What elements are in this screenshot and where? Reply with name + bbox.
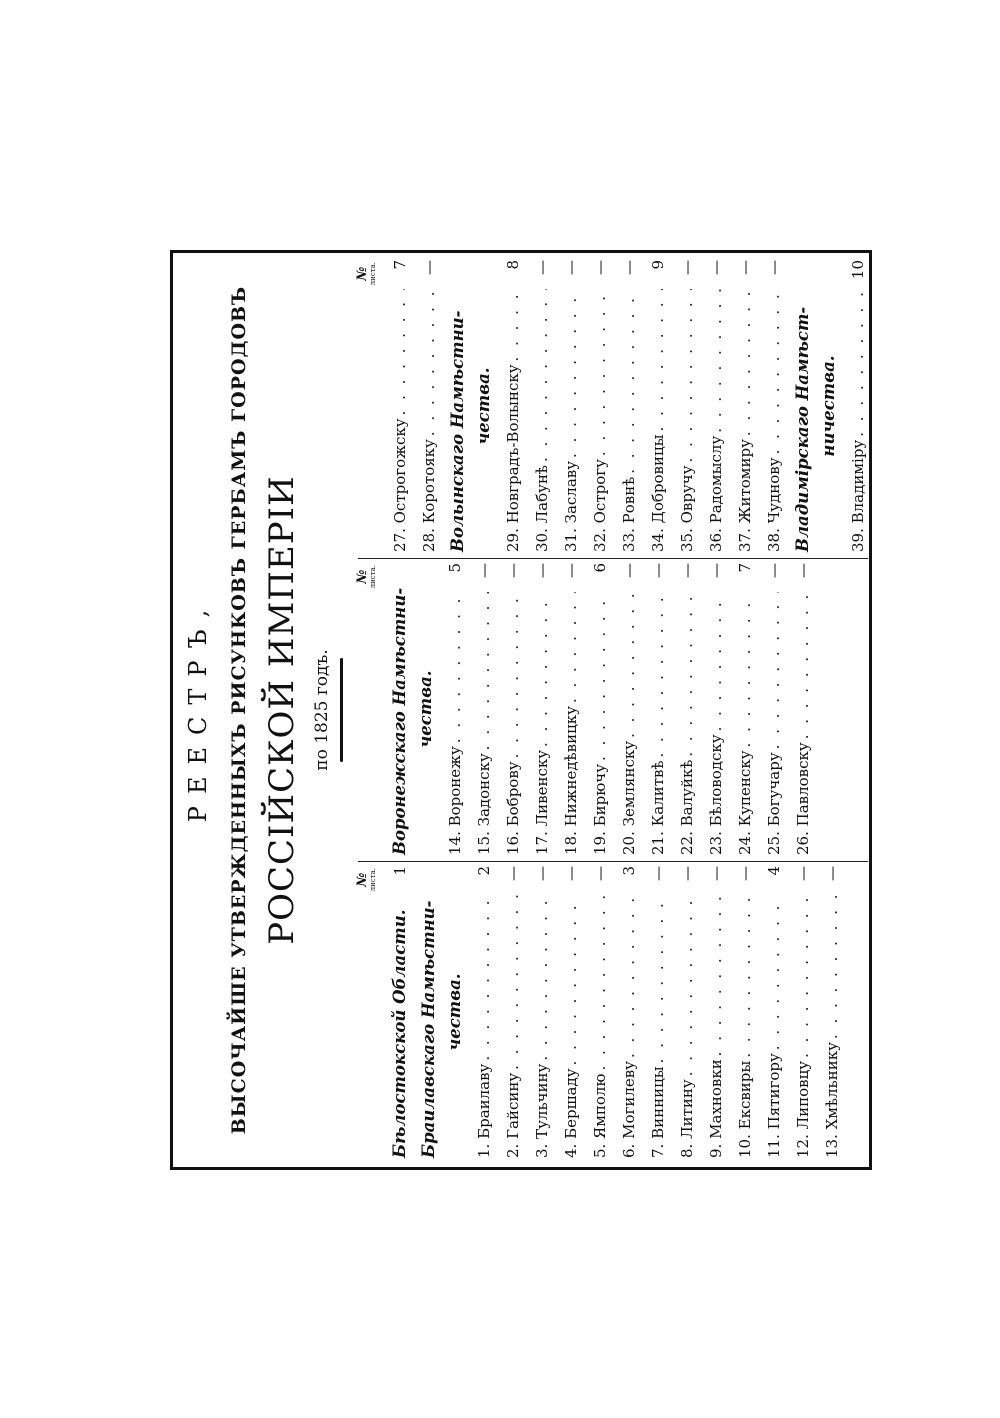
register-entry bbox=[435, 563, 464, 855]
entry-page-number: 7 bbox=[391, 260, 409, 270]
entry-page-number: — bbox=[649, 866, 667, 881]
register-entry bbox=[696, 866, 725, 1158]
empire-title: РОССІЙСКОЙ ИМПЕРІИ bbox=[262, 475, 302, 945]
leader-dots bbox=[620, 289, 638, 474]
register-entry bbox=[409, 260, 438, 552]
entry-page-number: — bbox=[707, 563, 725, 578]
section-heading bbox=[380, 563, 409, 855]
leader-dots bbox=[533, 592, 551, 747]
entry-page-number: — bbox=[794, 563, 812, 578]
column-header-number: № листа. bbox=[355, 565, 377, 589]
entry-page-number: — bbox=[533, 260, 551, 275]
leader-dots bbox=[446, 592, 464, 743]
entry-label: Браилавскаго Намѣстни- bbox=[419, 900, 438, 1158]
register-entry bbox=[522, 563, 551, 855]
register-entry bbox=[380, 260, 409, 552]
section-heading bbox=[783, 260, 812, 552]
leader-dots bbox=[678, 895, 696, 1076]
entry-label: 23. Бѣловодску bbox=[707, 734, 725, 855]
leader-dots bbox=[794, 895, 812, 1058]
register-entry bbox=[638, 563, 667, 855]
entry-page-number: 9 bbox=[649, 260, 667, 270]
section-heading bbox=[380, 866, 409, 1158]
leader-dots bbox=[504, 592, 522, 758]
leader-dots bbox=[475, 895, 493, 1061]
register-subtitle: ВЫСОЧАЙШЕ УТВЕРЖДЕННЫХЪ РИСУНКОВЪ ГЕРБАМЪ ГОРОДОВЪ bbox=[228, 285, 250, 1135]
entry-label: 33. Ровнѣ bbox=[620, 476, 638, 552]
decorative-rule bbox=[340, 658, 343, 762]
section-heading bbox=[438, 260, 467, 552]
entry-label: 26. Павловску bbox=[794, 742, 812, 855]
register-column-2 bbox=[355, 559, 868, 862]
entry-page-number: — bbox=[736, 260, 754, 275]
entry-label: чества. bbox=[445, 973, 464, 1051]
register-entry bbox=[580, 260, 609, 552]
leader-dots bbox=[678, 592, 696, 757]
entry-label: Владимірскаго Намѣст- bbox=[793, 306, 812, 552]
leader-dots bbox=[420, 289, 438, 436]
register-entry bbox=[783, 563, 812, 855]
entry-label: Волынскаго Намѣстни- bbox=[448, 310, 467, 552]
entry-page-number: — bbox=[765, 563, 783, 578]
entry-page-number: — bbox=[504, 563, 522, 578]
entry-label: 39. Владиміру bbox=[849, 439, 867, 552]
entry-page-number: — bbox=[420, 260, 438, 275]
leader-dots bbox=[620, 592, 638, 738]
register-entry bbox=[638, 866, 667, 1158]
section-heading bbox=[467, 260, 493, 552]
register-entry bbox=[638, 260, 667, 552]
leader-dots bbox=[533, 289, 551, 462]
register-entry bbox=[551, 260, 580, 552]
entry-label: 13. Хмѣльнику bbox=[823, 1042, 841, 1158]
register-title: РЕЕСТРЪ, bbox=[184, 597, 212, 823]
register-entry bbox=[754, 866, 783, 1158]
column-header-number: № листа. bbox=[355, 262, 377, 286]
rotated-content bbox=[170, 250, 872, 1170]
entry-label: 34. Добровицы bbox=[649, 434, 667, 552]
entry-page-number: 10 bbox=[849, 260, 867, 280]
register-entry bbox=[754, 563, 783, 855]
leader-dots bbox=[591, 289, 609, 456]
entry-page-number: 3 bbox=[620, 866, 638, 876]
register-entry bbox=[667, 260, 696, 552]
register-entry bbox=[725, 260, 754, 552]
entry-label: Бѣлостокской Области. bbox=[390, 909, 409, 1158]
leader-dots bbox=[562, 289, 580, 458]
entry-label: 29. Новградъ-Волынску bbox=[504, 364, 522, 552]
entry-page-number: — bbox=[504, 866, 522, 881]
register-entry bbox=[493, 563, 522, 855]
register-entry bbox=[464, 866, 493, 1158]
entry-page-number: — bbox=[591, 260, 609, 275]
entry-page-number: — bbox=[475, 563, 493, 578]
entry-label: 12. Липовцу bbox=[794, 1060, 812, 1158]
entry-page-number: — bbox=[794, 866, 812, 881]
leader-dots bbox=[736, 592, 754, 747]
entry-page-number: — bbox=[533, 866, 551, 881]
entry-label: чества. bbox=[416, 670, 435, 748]
entry-label: 28. Коротояку bbox=[420, 439, 438, 552]
register-entry bbox=[609, 260, 638, 552]
entry-label: ничества. bbox=[819, 355, 838, 457]
entry-label: 9. Махновки bbox=[707, 1059, 725, 1158]
leader-dots bbox=[794, 592, 812, 739]
entry-label: 3. Тульчину bbox=[533, 1063, 551, 1158]
leader-dots bbox=[533, 895, 551, 1061]
entry-page-number: 4 bbox=[765, 866, 783, 876]
entry-page-number: — bbox=[678, 866, 696, 881]
entry-page-number: — bbox=[649, 563, 667, 578]
entry-label: 8. Литину bbox=[678, 1079, 696, 1158]
entry-label: 2. Гайсину bbox=[504, 1072, 522, 1158]
entry-page-number: 1 bbox=[391, 866, 409, 876]
leader-dots bbox=[504, 895, 522, 1070]
register-column-1 bbox=[355, 862, 868, 1164]
column-header-number: № листа. bbox=[355, 868, 377, 892]
register-entry bbox=[812, 866, 841, 1158]
entry-page-number: 2 bbox=[475, 866, 493, 876]
column-rows bbox=[380, 563, 812, 855]
leader-dots bbox=[765, 289, 783, 454]
leader-dots bbox=[620, 895, 638, 1058]
register-entry bbox=[725, 563, 754, 855]
leader-dots bbox=[823, 895, 841, 1039]
column-rows bbox=[380, 260, 867, 552]
leader-dots bbox=[504, 289, 522, 361]
leader-dots bbox=[736, 289, 754, 436]
section-heading bbox=[812, 260, 838, 552]
entry-page-number: — bbox=[707, 260, 725, 275]
leader-dots bbox=[649, 895, 667, 1063]
register-entry bbox=[464, 563, 493, 855]
entry-page-number: — bbox=[678, 563, 696, 578]
register-entry bbox=[522, 866, 551, 1158]
leader-dots bbox=[649, 289, 667, 431]
leader-dots bbox=[678, 289, 696, 462]
entry-label: 16. Боброву bbox=[504, 761, 522, 855]
entry-label: чества. bbox=[474, 367, 493, 445]
register-entry bbox=[667, 563, 696, 855]
entry-label: 18. Нижнедѣвицку bbox=[562, 706, 580, 855]
entry-label: 1. Браилаву bbox=[475, 1063, 493, 1158]
entry-label: 14. Воронежу bbox=[446, 746, 464, 855]
entry-label: 31. Заславу bbox=[562, 460, 580, 552]
leader-dots bbox=[765, 895, 783, 1050]
entry-page-number: 8 bbox=[504, 260, 522, 270]
register-entry bbox=[609, 563, 638, 855]
entry-label: 24. Купенску bbox=[736, 750, 754, 855]
register-entry bbox=[580, 866, 609, 1158]
register-entry bbox=[493, 866, 522, 1158]
entry-page-number: — bbox=[620, 563, 638, 578]
entry-page-number: — bbox=[562, 563, 580, 578]
entry-page-number: — bbox=[591, 866, 609, 881]
entry-label: 20. Землянску bbox=[620, 740, 638, 855]
entry-label: Воронежскаго Намѣстни- bbox=[390, 587, 409, 855]
entry-page-number: — bbox=[736, 866, 754, 881]
section-heading bbox=[409, 563, 435, 855]
entry-label: 25. Богучару bbox=[765, 752, 783, 855]
entry-label: 38. Чуднову bbox=[765, 457, 783, 552]
leader-dots bbox=[562, 592, 580, 703]
entry-page-number: — bbox=[562, 866, 580, 881]
leader-dots bbox=[736, 895, 754, 1058]
entry-label: 32. Острогу bbox=[591, 459, 609, 552]
entry-label: 37. Житомиру bbox=[736, 439, 754, 552]
entry-label: 27. Острогожску bbox=[391, 418, 409, 552]
entry-page-number: — bbox=[533, 563, 551, 578]
entry-label: 5. Ямполю bbox=[591, 1073, 609, 1158]
leader-dots bbox=[649, 592, 667, 758]
column-rows bbox=[380, 866, 841, 1158]
leader-dots bbox=[707, 592, 725, 731]
entry-label: 19. Бирючу bbox=[591, 763, 609, 855]
leader-dots bbox=[391, 289, 409, 415]
entry-page-number: 7 bbox=[736, 563, 754, 573]
entry-label: 21. Калитвѣ bbox=[649, 760, 667, 855]
leader-dots bbox=[849, 289, 867, 437]
leader-dots bbox=[562, 895, 580, 1065]
section-heading bbox=[438, 866, 464, 1158]
entry-label: 7. Винницы bbox=[649, 1066, 667, 1158]
register-entry bbox=[580, 563, 609, 855]
entry-page-number: — bbox=[707, 866, 725, 881]
register-entry bbox=[696, 563, 725, 855]
leader-dots bbox=[707, 895, 725, 1056]
entry-label: 6. Могилеву bbox=[620, 1060, 638, 1158]
register-page bbox=[170, 250, 872, 1170]
entry-page-number: — bbox=[678, 260, 696, 275]
register-entry bbox=[551, 563, 580, 855]
register-entry bbox=[696, 260, 725, 552]
register-entry bbox=[667, 866, 696, 1158]
entry-label: 35. Овручу bbox=[678, 465, 696, 552]
register-entry bbox=[551, 866, 580, 1158]
register-entry bbox=[838, 260, 867, 552]
entry-page-number: — bbox=[765, 260, 783, 275]
entry-label: 36. Радомыслу bbox=[707, 435, 725, 552]
entry-page-number: — bbox=[620, 260, 638, 275]
leader-dots bbox=[475, 592, 493, 750]
entry-page-number: 5 bbox=[446, 563, 464, 573]
entry-page-number: — bbox=[823, 866, 841, 881]
entry-page-number: — bbox=[562, 260, 580, 275]
register-column-3 bbox=[355, 256, 868, 559]
register-entry bbox=[522, 260, 551, 552]
leader-dots bbox=[765, 592, 783, 749]
entry-label: 17. Ливенску bbox=[533, 749, 551, 855]
entry-label: 30. Лабунѣ bbox=[533, 465, 551, 552]
register-entry bbox=[725, 866, 754, 1158]
entry-label: 15. Задонску bbox=[475, 753, 493, 855]
leader-dots bbox=[591, 592, 609, 761]
register-entry bbox=[493, 260, 522, 552]
entry-label: 10. Ексвиры bbox=[736, 1060, 754, 1158]
leader-dots bbox=[707, 289, 725, 433]
section-heading bbox=[409, 866, 438, 1158]
register-entry bbox=[754, 260, 783, 552]
entry-label: 4. Бершаду bbox=[562, 1068, 580, 1158]
leader-dots bbox=[591, 895, 609, 1071]
register-columns bbox=[355, 256, 868, 1164]
year-line: по 1825 годъ. bbox=[312, 649, 332, 771]
entry-label: 22. Валуйкѣ bbox=[678, 759, 696, 855]
entry-label: 11. Пятигору bbox=[765, 1053, 783, 1158]
entry-page-number: 6 bbox=[591, 563, 609, 573]
register-entry bbox=[783, 866, 812, 1158]
register-entry bbox=[609, 866, 638, 1158]
